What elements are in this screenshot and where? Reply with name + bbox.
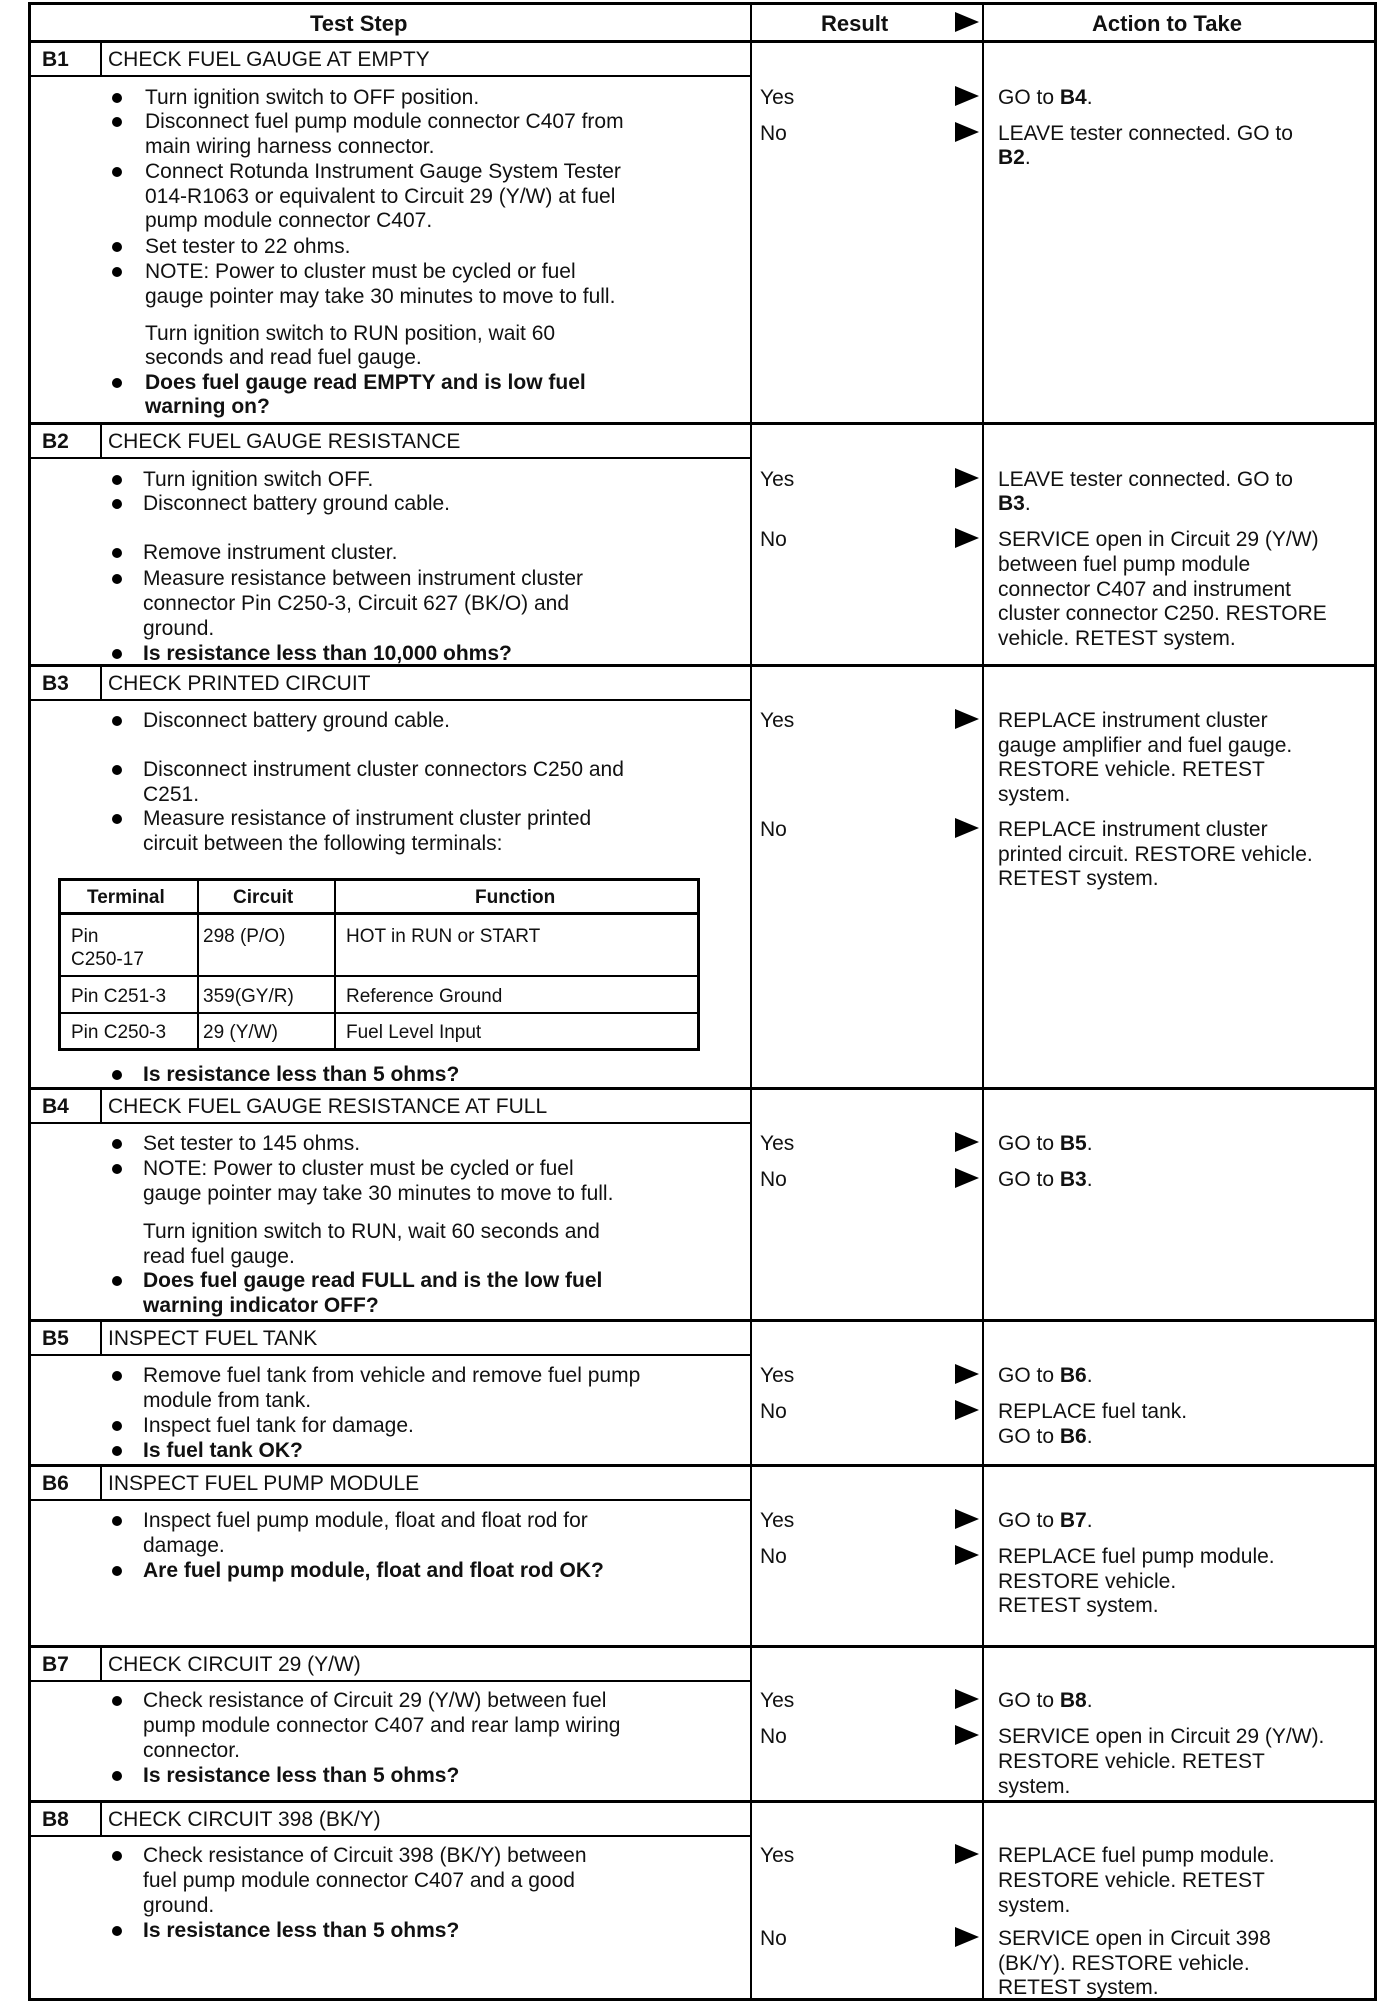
instruction-line: Set tester to 22 ohms. bbox=[145, 235, 351, 258]
result-no: No bbox=[760, 528, 787, 551]
step-reference: B7 bbox=[1059, 1509, 1087, 1532]
bullet-icon bbox=[112, 242, 122, 252]
header-arrow-icon bbox=[955, 12, 979, 32]
action-text bbox=[998, 121, 1293, 146]
action-fragment: GO to bbox=[998, 1364, 1060, 1387]
action-text bbox=[998, 577, 1291, 602]
action-fragment: . bbox=[1024, 492, 1031, 515]
action-fragment: system. bbox=[998, 1775, 1071, 1798]
instruction-line: Turn ignition switch to RUN, wait 60 seconds and bbox=[143, 1220, 600, 1243]
instruction-line: connector. bbox=[143, 1739, 240, 1762]
result-column-divider bbox=[750, 2, 752, 2001]
right-arrow-icon bbox=[955, 1927, 979, 1947]
action-text bbox=[998, 1951, 1250, 1976]
step-id-b3: B3 bbox=[42, 672, 69, 695]
table-top-border bbox=[28, 2, 1376, 5]
action-text bbox=[998, 1893, 1070, 1918]
step-reference: B3 bbox=[1059, 1168, 1087, 1191]
step-bottom-border bbox=[28, 422, 1376, 425]
step-title-underline bbox=[28, 1354, 750, 1356]
table-rule bbox=[61, 975, 697, 977]
result-yes: Yes bbox=[760, 1509, 795, 1532]
bullet-icon bbox=[112, 765, 122, 775]
circuit-cell: 359(GY/R) bbox=[203, 986, 294, 1007]
table-header-circuit: Circuit bbox=[233, 887, 294, 908]
action-fragment: cluster connector C250. RESTORE bbox=[998, 602, 1327, 625]
action-text bbox=[998, 1868, 1265, 1893]
action-fragment: gauge amplifier and fuel gauge. bbox=[998, 734, 1293, 757]
instruction-line: Inspect fuel pump module, float and float rod for bbox=[143, 1509, 588, 1532]
result-yes: Yes bbox=[760, 468, 795, 491]
step-reference: B2 bbox=[998, 146, 1025, 169]
terminal-cell: Pin C251-3 bbox=[71, 986, 167, 1007]
instruction-line: NOTE: Power to cluster must be cycled or fuel bbox=[145, 260, 576, 283]
instruction-line: gauge pointer may take 30 minutes to move to full. bbox=[143, 1182, 614, 1205]
step-id-divider bbox=[100, 1087, 102, 1122]
result-yes: Yes bbox=[760, 1364, 795, 1387]
question-text: Is fuel tank OK? bbox=[143, 1439, 303, 1462]
instruction-line: Set tester to 145 ohms. bbox=[143, 1132, 361, 1155]
right-arrow-icon bbox=[955, 468, 979, 488]
instruction-line: C251. bbox=[143, 783, 200, 806]
terminal-cell: Pin C250-3 bbox=[71, 1022, 167, 1043]
bullet-icon bbox=[112, 117, 122, 127]
action-text bbox=[998, 1749, 1265, 1774]
step-id-b5: B5 bbox=[42, 1327, 69, 1350]
step-title-underline bbox=[28, 457, 750, 459]
action-fragment: (BK/Y). RESTORE vehicle. bbox=[998, 1952, 1250, 1975]
table-left-border bbox=[28, 2, 31, 2001]
result-yes: Yes bbox=[760, 1132, 795, 1155]
bullet-icon bbox=[112, 1446, 122, 1456]
action-fragment: RETEST system. bbox=[998, 867, 1159, 890]
action-fragment: . bbox=[1086, 1364, 1093, 1387]
bullet-icon bbox=[112, 475, 122, 485]
action-text bbox=[998, 1774, 1070, 1799]
action-fragment: . bbox=[1086, 1168, 1093, 1191]
step-id-b7: B7 bbox=[42, 1653, 69, 1676]
action-fragment: REPLACE fuel tank. bbox=[998, 1400, 1188, 1423]
step-title-underline bbox=[28, 1835, 750, 1837]
action-text bbox=[998, 1167, 1093, 1192]
right-arrow-icon bbox=[955, 86, 979, 106]
action-fragment: . bbox=[1086, 1425, 1093, 1448]
step-reference: B6 bbox=[1059, 1364, 1087, 1387]
instruction-line: 014-R1063 or equivalent to Circuit 29 (Y/W) at fuel bbox=[145, 185, 616, 208]
action-text bbox=[998, 866, 1159, 891]
bullet-icon bbox=[112, 1276, 122, 1286]
step-title: CHECK PRINTED CIRCUIT bbox=[108, 672, 371, 695]
result-yes: Yes bbox=[760, 709, 795, 732]
action-text bbox=[998, 842, 1313, 867]
bullet-icon bbox=[112, 499, 122, 509]
right-arrow-icon bbox=[955, 1168, 979, 1188]
action-text bbox=[998, 145, 1031, 170]
instruction-line: ground. bbox=[143, 617, 215, 640]
action-text bbox=[998, 1544, 1275, 1569]
action-fragment: GO to bbox=[998, 1132, 1060, 1155]
action-text bbox=[998, 601, 1327, 626]
question-text: Is resistance less than 5 ohms? bbox=[143, 1764, 460, 1787]
circuit-cell: 29 (Y/W) bbox=[203, 1022, 278, 1043]
action-fragment: REPLACE instrument cluster bbox=[998, 818, 1268, 841]
action-fragment: REPLACE fuel pump module. bbox=[998, 1545, 1275, 1568]
instruction-line: pump module connector C407 and rear lamp wiring bbox=[143, 1714, 621, 1737]
instruction-line: fuel pump module connector C407 and a good bbox=[143, 1869, 575, 1892]
step-id-divider bbox=[100, 1319, 102, 1354]
bullet-icon bbox=[112, 1566, 122, 1576]
instruction-line: Disconnect instrument cluster connectors C250 and bbox=[143, 758, 624, 781]
question-text: Is resistance less than 5 ohms? bbox=[143, 1063, 460, 1086]
right-arrow-icon bbox=[955, 1400, 979, 1420]
step-reference: B6 bbox=[1059, 1425, 1087, 1448]
step-id-divider bbox=[100, 40, 102, 75]
action-text bbox=[998, 527, 1319, 552]
step-title: CHECK CIRCUIT 29 (Y/W) bbox=[108, 1653, 361, 1676]
step-title-underline bbox=[28, 1122, 750, 1124]
action-fragment: RESTORE vehicle. RETEST bbox=[998, 758, 1265, 781]
terminal-cell-continued: C250-17 bbox=[71, 949, 144, 970]
action-fragment: LEAVE tester connected. GO to bbox=[998, 468, 1293, 491]
action-fragment: connector C407 and instrument bbox=[998, 578, 1292, 601]
action-text bbox=[998, 1131, 1093, 1156]
step-title-underline bbox=[28, 1680, 750, 1682]
result-yes: Yes bbox=[760, 1689, 795, 1712]
column-header-test-step: Test Step bbox=[310, 11, 408, 36]
step-reference: B8 bbox=[1059, 1689, 1087, 1712]
function-cell: Fuel Level Input bbox=[346, 1022, 482, 1043]
right-arrow-icon bbox=[955, 122, 979, 142]
question-text: Is resistance less than 5 ohms? bbox=[143, 1919, 460, 1942]
step-title: CHECK FUEL GAUGE AT EMPTY bbox=[108, 48, 430, 71]
action-text bbox=[998, 1688, 1093, 1713]
step-id-b1: B1 bbox=[42, 48, 69, 71]
step-bottom-border bbox=[28, 1645, 1376, 1648]
action-fragment: . bbox=[1024, 146, 1031, 169]
instruction-line: main wiring harness connector. bbox=[145, 135, 435, 158]
action-fragment: vehicle. RETEST system. bbox=[998, 627, 1236, 650]
table-rule bbox=[61, 1012, 697, 1014]
result-no: No bbox=[760, 1927, 787, 1950]
action-text bbox=[998, 1975, 1159, 2000]
action-fragment: RESTORE vehicle. RETEST bbox=[998, 1869, 1265, 1892]
question-text: warning indicator OFF? bbox=[143, 1294, 379, 1317]
action-column-divider bbox=[982, 2, 984, 2001]
action-fragment: SERVICE open in Circuit 398 bbox=[998, 1927, 1271, 1950]
action-fragment: . bbox=[1086, 86, 1093, 109]
action-text bbox=[998, 708, 1268, 733]
instruction-line: Disconnect fuel pump module connector C407 from bbox=[145, 110, 624, 133]
circuit-cell: 298 (P/O) bbox=[203, 926, 286, 947]
instruction-line: Measure resistance of instrument cluster printed bbox=[143, 807, 592, 830]
result-no: No bbox=[760, 1400, 787, 1423]
bullet-icon bbox=[112, 716, 122, 726]
action-fragment: . bbox=[1086, 1689, 1093, 1712]
instruction-line: gauge pointer may take 30 minutes to move to full. bbox=[145, 285, 616, 308]
header-bottom-border bbox=[28, 40, 1376, 43]
question-text: Is resistance less than 10,000 ohms? bbox=[143, 642, 512, 665]
right-arrow-icon bbox=[955, 1844, 979, 1864]
terminal-cell: Pin bbox=[71, 926, 99, 947]
result-no: No bbox=[760, 818, 787, 841]
step-title-underline bbox=[28, 1499, 750, 1501]
question-text: Does fuel gauge read EMPTY and is low fuel bbox=[145, 371, 586, 394]
action-text bbox=[998, 552, 1250, 577]
action-fragment: GO to bbox=[998, 86, 1060, 109]
action-text bbox=[998, 1399, 1187, 1424]
action-text bbox=[998, 1724, 1324, 1749]
action-fragment: . bbox=[1086, 1509, 1093, 1532]
right-arrow-icon bbox=[955, 528, 979, 548]
bullet-icon bbox=[112, 1696, 122, 1706]
action-text bbox=[998, 467, 1293, 492]
result-yes: Yes bbox=[760, 86, 795, 109]
bullet-icon bbox=[112, 548, 122, 558]
right-arrow-icon bbox=[955, 709, 979, 729]
instruction-line: pump module connector C407. bbox=[145, 209, 433, 232]
step-bottom-border bbox=[28, 1464, 1376, 1467]
action-fragment: GO to bbox=[998, 1168, 1060, 1191]
result-no: No bbox=[760, 1545, 787, 1568]
action-text bbox=[998, 1363, 1093, 1388]
question-text: warning on? bbox=[145, 395, 270, 418]
action-fragment: RESTORE vehicle. RETEST bbox=[998, 1750, 1265, 1773]
table-header-terminal: Terminal bbox=[87, 887, 165, 908]
action-text bbox=[998, 817, 1268, 842]
step-reference: B5 bbox=[1059, 1132, 1087, 1155]
action-fragment: RETEST system. bbox=[998, 1976, 1159, 1999]
action-text bbox=[998, 1508, 1093, 1533]
bullet-icon bbox=[112, 267, 122, 277]
step-title-underline bbox=[28, 699, 750, 701]
action-text bbox=[998, 757, 1265, 782]
instruction-line: Disconnect battery ground cable. bbox=[143, 709, 451, 732]
step-id-divider bbox=[100, 1800, 102, 1835]
instruction-line: NOTE: Power to cluster must be cycled or fuel bbox=[143, 1157, 574, 1180]
action-text bbox=[998, 1593, 1159, 1618]
action-fragment: LEAVE tester connected. GO to bbox=[998, 122, 1293, 145]
step-reference: B4 bbox=[1059, 86, 1087, 109]
bullet-icon bbox=[112, 1851, 122, 1861]
right-arrow-icon bbox=[955, 1725, 979, 1745]
instruction-line: damage. bbox=[143, 1534, 225, 1557]
action-text bbox=[998, 626, 1236, 651]
instruction-line: Measure resistance between instrument cluster bbox=[143, 567, 584, 590]
action-text bbox=[998, 1843, 1275, 1868]
result-yes: Yes bbox=[760, 1844, 795, 1867]
instruction-line: Turn ignition switch to RUN position, wait 60 bbox=[145, 322, 556, 345]
right-arrow-icon bbox=[955, 818, 979, 838]
column-header-result: Result bbox=[821, 11, 889, 36]
step-id-b6: B6 bbox=[42, 1472, 69, 1495]
step-id-divider bbox=[100, 422, 102, 457]
step-title: INSPECT FUEL PUMP MODULE bbox=[108, 1472, 420, 1495]
bullet-icon bbox=[112, 1926, 122, 1936]
instruction-line: seconds and read fuel gauge. bbox=[145, 346, 422, 369]
right-arrow-icon bbox=[955, 1545, 979, 1565]
step-title: CHECK CIRCUIT 398 (BK/Y) bbox=[108, 1808, 381, 1831]
result-no: No bbox=[760, 1168, 787, 1191]
instruction-line: Remove fuel tank from vehicle and remove fuel pump bbox=[143, 1364, 641, 1387]
action-fragment: RESTORE vehicle. bbox=[998, 1570, 1177, 1593]
question-text: Does fuel gauge read FULL and is the low fuel bbox=[143, 1269, 603, 1292]
action-fragment: GO to bbox=[998, 1425, 1060, 1448]
right-arrow-icon bbox=[955, 1364, 979, 1384]
action-fragment: REPLACE fuel pump module. bbox=[998, 1844, 1275, 1867]
bullet-icon bbox=[112, 1516, 122, 1526]
step-title: INSPECT FUEL TANK bbox=[108, 1327, 318, 1350]
instruction-line: Turn ignition switch OFF. bbox=[143, 468, 374, 491]
action-text bbox=[998, 1569, 1176, 1594]
action-fragment: . bbox=[1086, 1132, 1093, 1155]
step-bottom-border bbox=[28, 1800, 1376, 1803]
instruction-line: Check resistance of Circuit 29 (Y/W) between fuel bbox=[143, 1689, 607, 1712]
bullet-icon bbox=[112, 1139, 122, 1149]
action-text bbox=[998, 1424, 1093, 1449]
action-text bbox=[998, 85, 1093, 110]
action-fragment: between fuel pump module bbox=[998, 553, 1251, 576]
step-id-divider bbox=[100, 1464, 102, 1499]
table-rule bbox=[334, 881, 336, 1048]
instruction-line: Disconnect battery ground cable. bbox=[143, 492, 451, 515]
bullet-icon bbox=[112, 1070, 122, 1080]
action-fragment: SERVICE open in Circuit 29 (Y/W). bbox=[998, 1725, 1325, 1748]
table-header-function: Function bbox=[475, 887, 556, 908]
step-id-b2: B2 bbox=[42, 430, 69, 453]
step-bottom-border bbox=[28, 1087, 1376, 1090]
action-text bbox=[998, 782, 1070, 807]
instruction-line: connector Pin C250-3, Circuit 627 (BK/O) and bbox=[143, 592, 570, 615]
action-fragment: printed circuit. RESTORE vehicle. bbox=[998, 843, 1313, 866]
action-text bbox=[998, 1926, 1271, 1951]
bullet-icon bbox=[112, 167, 122, 177]
instruction-line: Check resistance of Circuit 398 (BK/Y) between bbox=[143, 1844, 587, 1867]
step-id-divider bbox=[100, 664, 102, 699]
right-arrow-icon bbox=[955, 1509, 979, 1529]
function-cell: Reference Ground bbox=[346, 986, 503, 1007]
bullet-icon bbox=[112, 1771, 122, 1781]
instruction-line: Connect Rotunda Instrument Gauge System Tester bbox=[145, 160, 621, 183]
instruction-line: read fuel gauge. bbox=[143, 1245, 295, 1268]
instruction-line: ground. bbox=[143, 1894, 215, 1917]
result-no: No bbox=[760, 122, 787, 145]
step-title: CHECK FUEL GAUGE RESISTANCE bbox=[108, 430, 461, 453]
bullet-icon bbox=[112, 1371, 122, 1381]
action-fragment: GO to bbox=[998, 1689, 1060, 1712]
bullet-icon bbox=[112, 814, 122, 824]
step-title-underline bbox=[28, 75, 750, 77]
right-arrow-icon bbox=[955, 1132, 979, 1152]
action-text bbox=[998, 733, 1292, 758]
action-fragment: system. bbox=[998, 1894, 1071, 1917]
step-title: CHECK FUEL GAUGE RESISTANCE AT FULL bbox=[108, 1095, 548, 1118]
bullet-icon bbox=[112, 1164, 122, 1174]
table-rule bbox=[61, 912, 697, 915]
step-id-b4: B4 bbox=[42, 1095, 69, 1118]
terminal-table bbox=[58, 878, 700, 1051]
bullet-icon bbox=[112, 378, 122, 388]
question-text: Are fuel pump module, float and float rod OK? bbox=[143, 1559, 604, 1582]
table-rule bbox=[197, 881, 199, 1048]
action-fragment: system. bbox=[998, 783, 1071, 806]
instruction-line: Turn ignition switch to OFF position. bbox=[145, 86, 480, 109]
action-fragment: REPLACE instrument cluster bbox=[998, 709, 1268, 732]
action-fragment: RETEST system. bbox=[998, 1594, 1159, 1617]
bullet-icon bbox=[112, 649, 122, 659]
bullet-icon bbox=[112, 93, 122, 103]
table-right-border bbox=[1374, 2, 1377, 2001]
action-fragment: GO to bbox=[998, 1509, 1060, 1532]
function-cell: HOT in RUN or START bbox=[346, 926, 541, 947]
step-bottom-border bbox=[28, 1998, 1376, 2001]
result-no: No bbox=[760, 1725, 787, 1748]
instruction-line: circuit between the following terminals: bbox=[143, 832, 503, 855]
instruction-line: Remove instrument cluster. bbox=[143, 541, 398, 564]
step-reference: B3 bbox=[998, 492, 1025, 515]
step-bottom-border bbox=[28, 1319, 1376, 1322]
step-id-b8: B8 bbox=[42, 1808, 69, 1831]
step-id-divider bbox=[100, 1645, 102, 1680]
bullet-icon bbox=[112, 1421, 122, 1431]
column-header-action: Action to Take bbox=[1092, 11, 1242, 36]
right-arrow-icon bbox=[955, 1689, 979, 1709]
bullet-icon bbox=[112, 574, 122, 584]
action-fragment: SERVICE open in Circuit 29 (Y/W) bbox=[998, 528, 1319, 551]
instruction-line: module from tank. bbox=[143, 1389, 312, 1412]
action-text bbox=[998, 491, 1031, 516]
instruction-line: Inspect fuel tank for damage. bbox=[143, 1414, 414, 1437]
